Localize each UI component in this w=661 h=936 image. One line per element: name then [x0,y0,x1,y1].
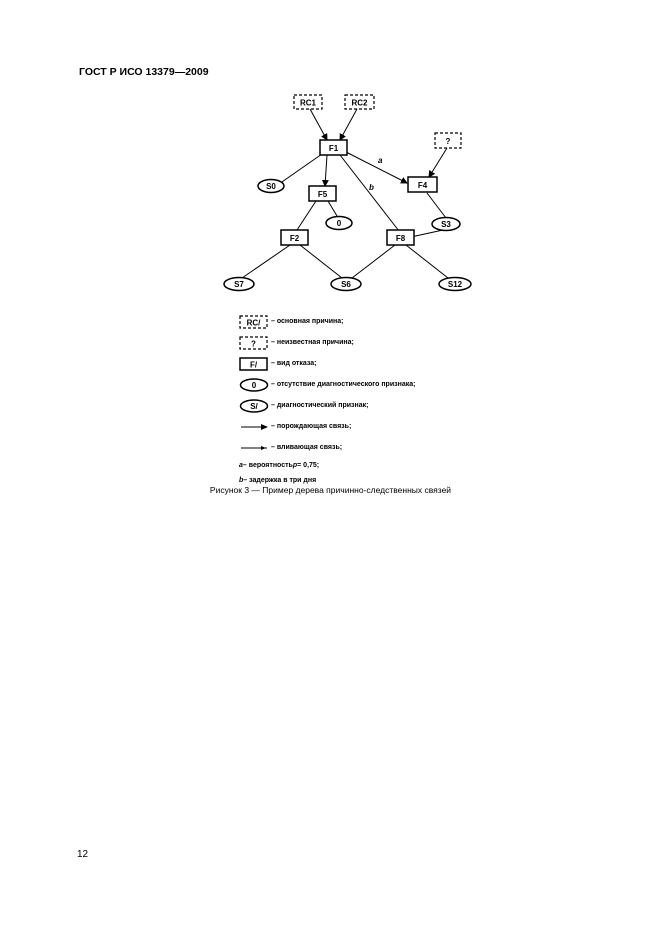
legend-root-cause: RC/ – основная причина; [239,311,415,332]
svg-text:0: 0 [251,380,257,390]
unknown-cause-symbol [239,336,269,350]
figure-caption: Рисунок 3 — Пример дерева причинно-следственных связей [209,485,452,495]
edge-f5-f2 [297,201,316,230]
node-s6-label: S6 [341,280,351,289]
legend-failure: F/ – вид отказа; [239,353,415,374]
legend-symptom: S/ – диагностический признак; [239,395,415,416]
root-cause-symbol [239,315,269,329]
svg-text:F/: F/ [249,360,258,369]
node-unknown-label: ? [445,137,451,146]
arrow-line-icon [239,420,269,434]
svg-text:S/: S/ [250,401,258,411]
legend-note-b: b – задержка в три дня [239,477,317,484]
node-f1-label: F1 [328,144,339,153]
edge-f8-s12 [406,245,448,278]
edge-f4-s3 [427,193,446,218]
legend-no-symptom: 0 – отсутствие диагностического признака; [239,374,415,395]
edge-f2-s7 [242,245,290,278]
edge-f1-f4 [346,152,407,183]
node-f4-label: F4 [417,181,428,190]
page-number: 12 [77,849,89,860]
edge-rc1-f1 [310,109,327,140]
node-zero-label: 0 [336,219,342,228]
merge-line-icon [239,441,269,455]
edge-s3-f8 [411,230,443,237]
node-s12-label: S12 [447,280,463,289]
legend-note-a: a – вероятность p = 0,75; [239,462,320,469]
legend-merging-link: – вливающая связь; [239,437,415,458]
edge-f8-s6 [352,245,395,278]
edge-f1-f5 [325,155,327,186]
legend-unknown-cause: ? – неизвестная причина; [239,332,415,353]
node-f2-label: F2 [289,234,300,243]
legend [239,311,415,488]
node-s7-label: S7 [234,280,244,289]
svg-text:?: ? [251,339,256,348]
node-s3-label: S3 [441,220,451,229]
legend-causal-link: – порождающая связь; [239,416,415,437]
node-s0-label: S0 [266,182,276,191]
cause-effect-tree-diagram [0,0,661,300]
node-rc2-label: RC2 [351,98,368,108]
edge-rc2-f1 [340,109,357,140]
symptom-symbol [239,399,269,413]
edge-f1-s0 [279,154,322,184]
edge-f5-zero [328,201,337,216]
node-rc1-label: RC1 [299,98,317,108]
document-header: ГОСТ Р ИСО 13379—2009 [79,66,209,78]
edge-f2-s6 [300,245,342,278]
node-f8-label: F8 [395,234,406,243]
no-symptom-symbol [239,378,269,392]
node-f5-label: F5 [317,190,328,199]
edge-unknown-f4 [429,148,447,177]
edge-label-a: a [378,156,383,165]
edge-label-b: b [369,183,374,192]
svg-text:RC/: RC/ [246,318,261,327]
failure-symbol [239,357,269,371]
